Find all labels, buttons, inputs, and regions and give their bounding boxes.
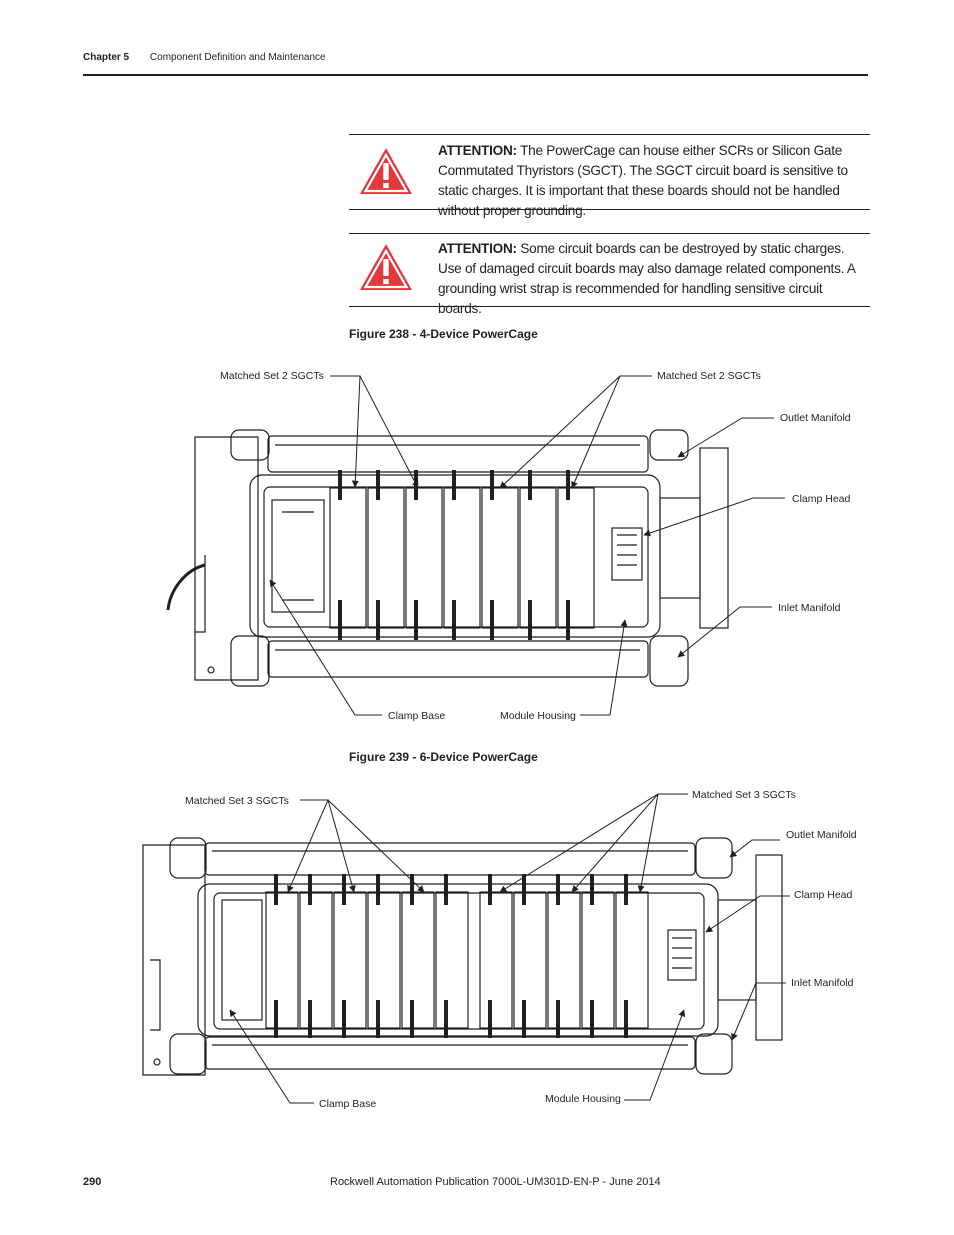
callout-matched-set-right: Matched Set 3 SGCTs [692, 789, 796, 801]
section-title: Component Definition and Maintenance [149, 52, 326, 63]
attention-box-static-sgct [349, 134, 870, 218]
attention-body: Some circuit boards can be destroyed by static charges. Use of damaged circuit boards may also damage related components. A grounding wrist strap is recommended for handling sensitive circuit boards. [438, 241, 855, 316]
attention-text [438, 141, 864, 221]
attention-body: The PowerCage can house either SCRs or Silicon Gate Commutated Thyristors (SGCT). The SGCT circuit board is sensitive to static charges. It is important that these boards should not be handled without proper grounding. [438, 143, 848, 218]
callout-clamp-head: Clamp Head [792, 493, 851, 505]
warning-triangle-icon [358, 242, 414, 292]
callout-matched-set-right: Matched Set 2 SGCTs [657, 370, 761, 382]
attention-label: ATTENTION: [438, 241, 517, 256]
page-number: 290 [83, 1176, 102, 1188]
attention-box-grounding [349, 233, 870, 316]
callout-outlet-manifold: Outlet Manifold [786, 829, 857, 841]
callout-matched-set-left: Matched Set 3 SGCTs [185, 795, 289, 807]
chapter-label: Chapter 5 [83, 52, 130, 63]
attention-label: ATTENTION: [438, 143, 517, 158]
publication-footer: Rockwell Automation Publication 7000L-UM301D-EN-P - June 2014 [330, 1176, 661, 1188]
running-header [83, 52, 326, 63]
callout-module-housing: Module Housing [500, 710, 576, 722]
figure-238-caption: Figure 238 - 4-Device PowerCage [349, 327, 538, 341]
callout-clamp-base: Clamp Base [388, 710, 446, 722]
attention-text [438, 239, 864, 319]
callout-inlet-manifold: Inlet Manifold [778, 602, 841, 614]
callout-module-housing: Module Housing [545, 1093, 621, 1105]
callout-outlet-manifold: Outlet Manifold [780, 412, 851, 424]
header-rule [83, 74, 868, 76]
warning-triangle-icon [358, 146, 414, 196]
callout-clamp-base: Clamp Base [319, 1098, 377, 1110]
callout-matched-set-left: Matched Set 2 SGCTs [220, 370, 324, 382]
figure-239-caption: Figure 239 - 6-Device PowerCage [349, 750, 538, 764]
callout-inlet-manifold: Inlet Manifold [791, 977, 854, 989]
callout-clamp-head: Clamp Head [794, 889, 853, 901]
